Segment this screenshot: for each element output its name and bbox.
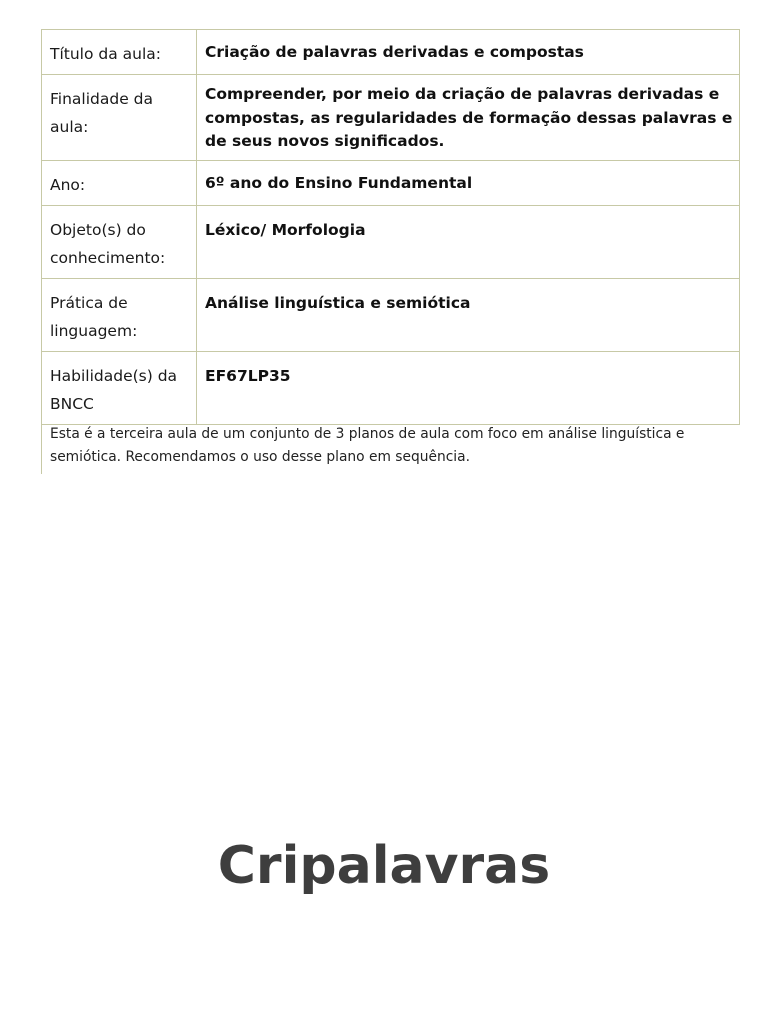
row-value: Léxico/ Morfologia bbox=[197, 206, 740, 279]
row-label: Ano: bbox=[42, 161, 197, 206]
lesson-note: Esta é a terceira aula de um conjunto de 3 planos de aula com foco em análise linguística e semiótica. Recomendamos o uso desse plano em sequência. bbox=[41, 414, 740, 474]
row-value: Criação de palavras derivadas e compostas bbox=[197, 30, 740, 75]
table-row-purpose bbox=[42, 75, 740, 161]
row-value: Análise linguística e semiótica bbox=[197, 279, 740, 352]
row-value: EF67LP35 bbox=[197, 352, 740, 425]
row-value: Compreender, por meio da criação de palavras derivadas e compostas, as regularidades de formação dessas palavras e de seus novos significados. bbox=[197, 75, 740, 161]
row-value: 6º ano do Ensino Fundamental bbox=[197, 161, 740, 206]
row-label: Título da aula: bbox=[42, 30, 197, 75]
row-label: Finalidade da aula: bbox=[42, 75, 197, 161]
table-row-language-practice bbox=[42, 279, 740, 352]
lesson-info-table bbox=[41, 29, 740, 425]
table-row-title bbox=[42, 30, 740, 75]
row-label: Prática de linguagem: bbox=[42, 279, 197, 352]
section-title: Cripalavras bbox=[217, 836, 551, 896]
row-label: Habilidade(s) da BNCC bbox=[42, 352, 197, 425]
table-row-knowledge-object bbox=[42, 206, 740, 279]
table-row-year bbox=[42, 161, 740, 206]
row-label: Objeto(s) do conhecimento: bbox=[42, 206, 197, 279]
